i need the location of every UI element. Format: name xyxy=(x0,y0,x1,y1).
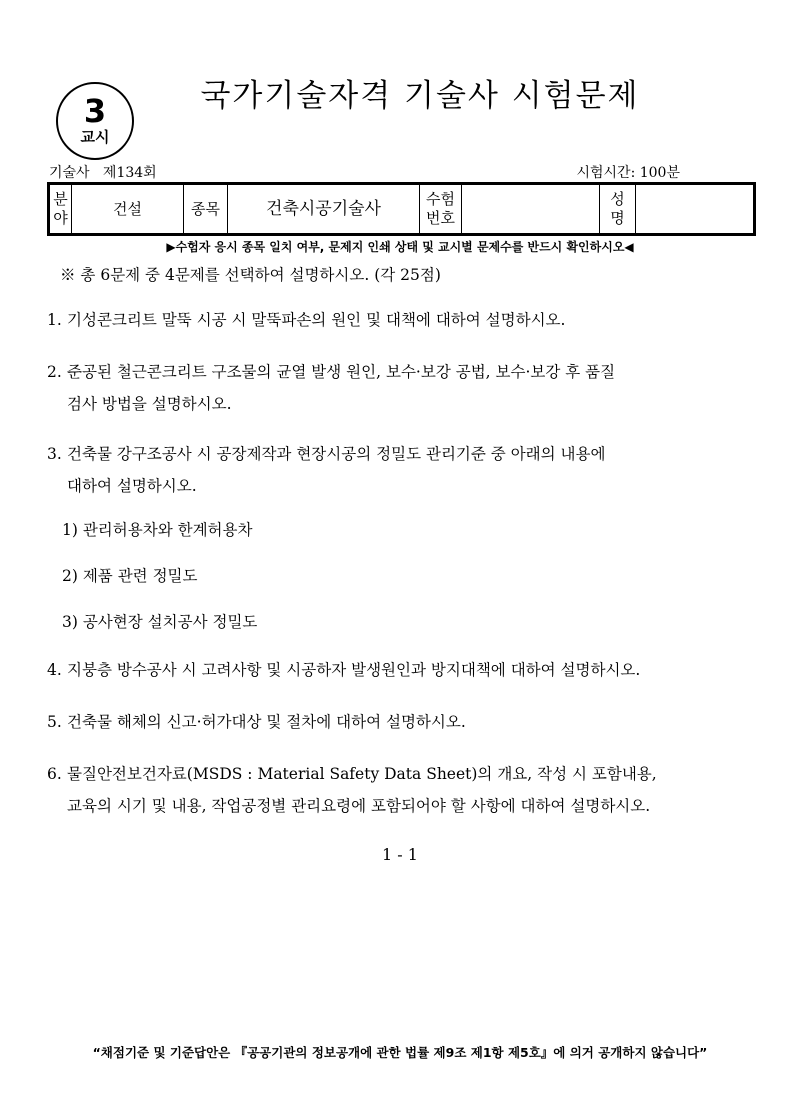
question-text: 건축물 해체의 신고·허가대상 및 절차에 대하여 설명하시오. xyxy=(67,713,466,731)
question-number: 4. xyxy=(47,661,62,679)
question-text: 물질안전보건자료(MSDS : Material Safety Data Sheet)의 개요, 작성 시 포함내용, xyxy=(67,765,657,783)
examinee-label-line2: 번호 xyxy=(426,209,455,227)
session-label: 교시 xyxy=(80,128,110,146)
question-text-cont: 교육의 시기 및 내용, 작업공정별 관리요령에 포함되어야 할 사항에 대하여 설명하시오. xyxy=(67,797,651,815)
question-number: 1. xyxy=(47,311,62,329)
field-value: 건설 xyxy=(72,184,184,235)
question-1 xyxy=(47,304,757,336)
question-number: 6. xyxy=(47,765,62,783)
field-label-line1: 분 xyxy=(53,190,68,208)
field-label-line2: 야 xyxy=(53,209,68,227)
page-number: 1 - 1 xyxy=(382,845,418,864)
question-number: 5. xyxy=(47,713,62,731)
sub-item-2: 2) 제품 관련 정밀도 xyxy=(62,567,198,585)
question-text-cont: 검사 방법을 설명하시오. xyxy=(67,395,232,413)
question-text: 기성콘크리트 말뚝 시공 시 말뚝파손의 원인 및 대책에 대하여 설명하시오. xyxy=(67,311,566,329)
name-value[interactable] xyxy=(636,184,755,235)
sub-item-1: 1) 관리허용차와 한계허용차 xyxy=(62,521,253,539)
question-3 xyxy=(47,438,757,502)
question-text-cont: 대하여 설명하시오. xyxy=(67,477,197,495)
question-4 xyxy=(47,654,757,686)
question-text: 지붕층 방수공사 시 고려사항 및 시공하자 발생원인과 방지대책에 대하여 설명하시오. xyxy=(67,661,641,679)
exam-session: 기술사 제134회 xyxy=(49,165,157,181)
question-2 xyxy=(47,356,757,420)
exam-info-table xyxy=(47,182,756,236)
question-text: 건축물 강구조공사 시 공장제작과 현장시공의 정밀도 관리기준 중 아래의 내용에 xyxy=(67,445,606,463)
question-5 xyxy=(47,706,757,738)
page-title: 국가기술자격 기술사 시험문제 xyxy=(200,78,640,114)
examinee-number-value[interactable] xyxy=(462,184,600,235)
category-value: 건축시공기술사 xyxy=(228,184,420,235)
notice-bar: ▶수험자 응시 종목 일치 여부, 문제지 인쇄 상태 및 교시별 문제수를 반드시 확인하시오◀ xyxy=(166,240,634,254)
examinee-number-label xyxy=(420,184,462,235)
field-label xyxy=(49,184,72,235)
category-label: 종목 xyxy=(184,184,228,235)
exam-duration: 시험시간: 100분 xyxy=(576,165,680,181)
question-number: 2. xyxy=(47,363,62,381)
name-label xyxy=(600,184,636,235)
session-number: 3 xyxy=(83,92,107,130)
name-label-line2: 명 xyxy=(610,209,625,227)
session-badge xyxy=(56,82,134,160)
examinee-label-line1: 수험 xyxy=(426,190,455,208)
question-number: 3. xyxy=(47,445,62,463)
question-text: 준공된 철근콘크리트 구조물의 균열 발생 원인, 보수·보강 공법, 보수·보강 후 품질 xyxy=(67,363,616,381)
disclosure-footer: “채점기준 및 기준답안은 『공공기관의 정보공개에 관한 법률 제9조 제1항 제5호』에 의거 공개하지 않습니다” xyxy=(92,1045,708,1060)
instruction: ※ 총 6문제 중 4문제를 선택하여 설명하시오. (각 25점) xyxy=(60,266,441,284)
sub-item-3: 3) 공사현장 설치공사 정밀도 xyxy=(62,613,258,631)
name-label-line1: 성 xyxy=(610,190,625,208)
question-6 xyxy=(47,758,757,822)
